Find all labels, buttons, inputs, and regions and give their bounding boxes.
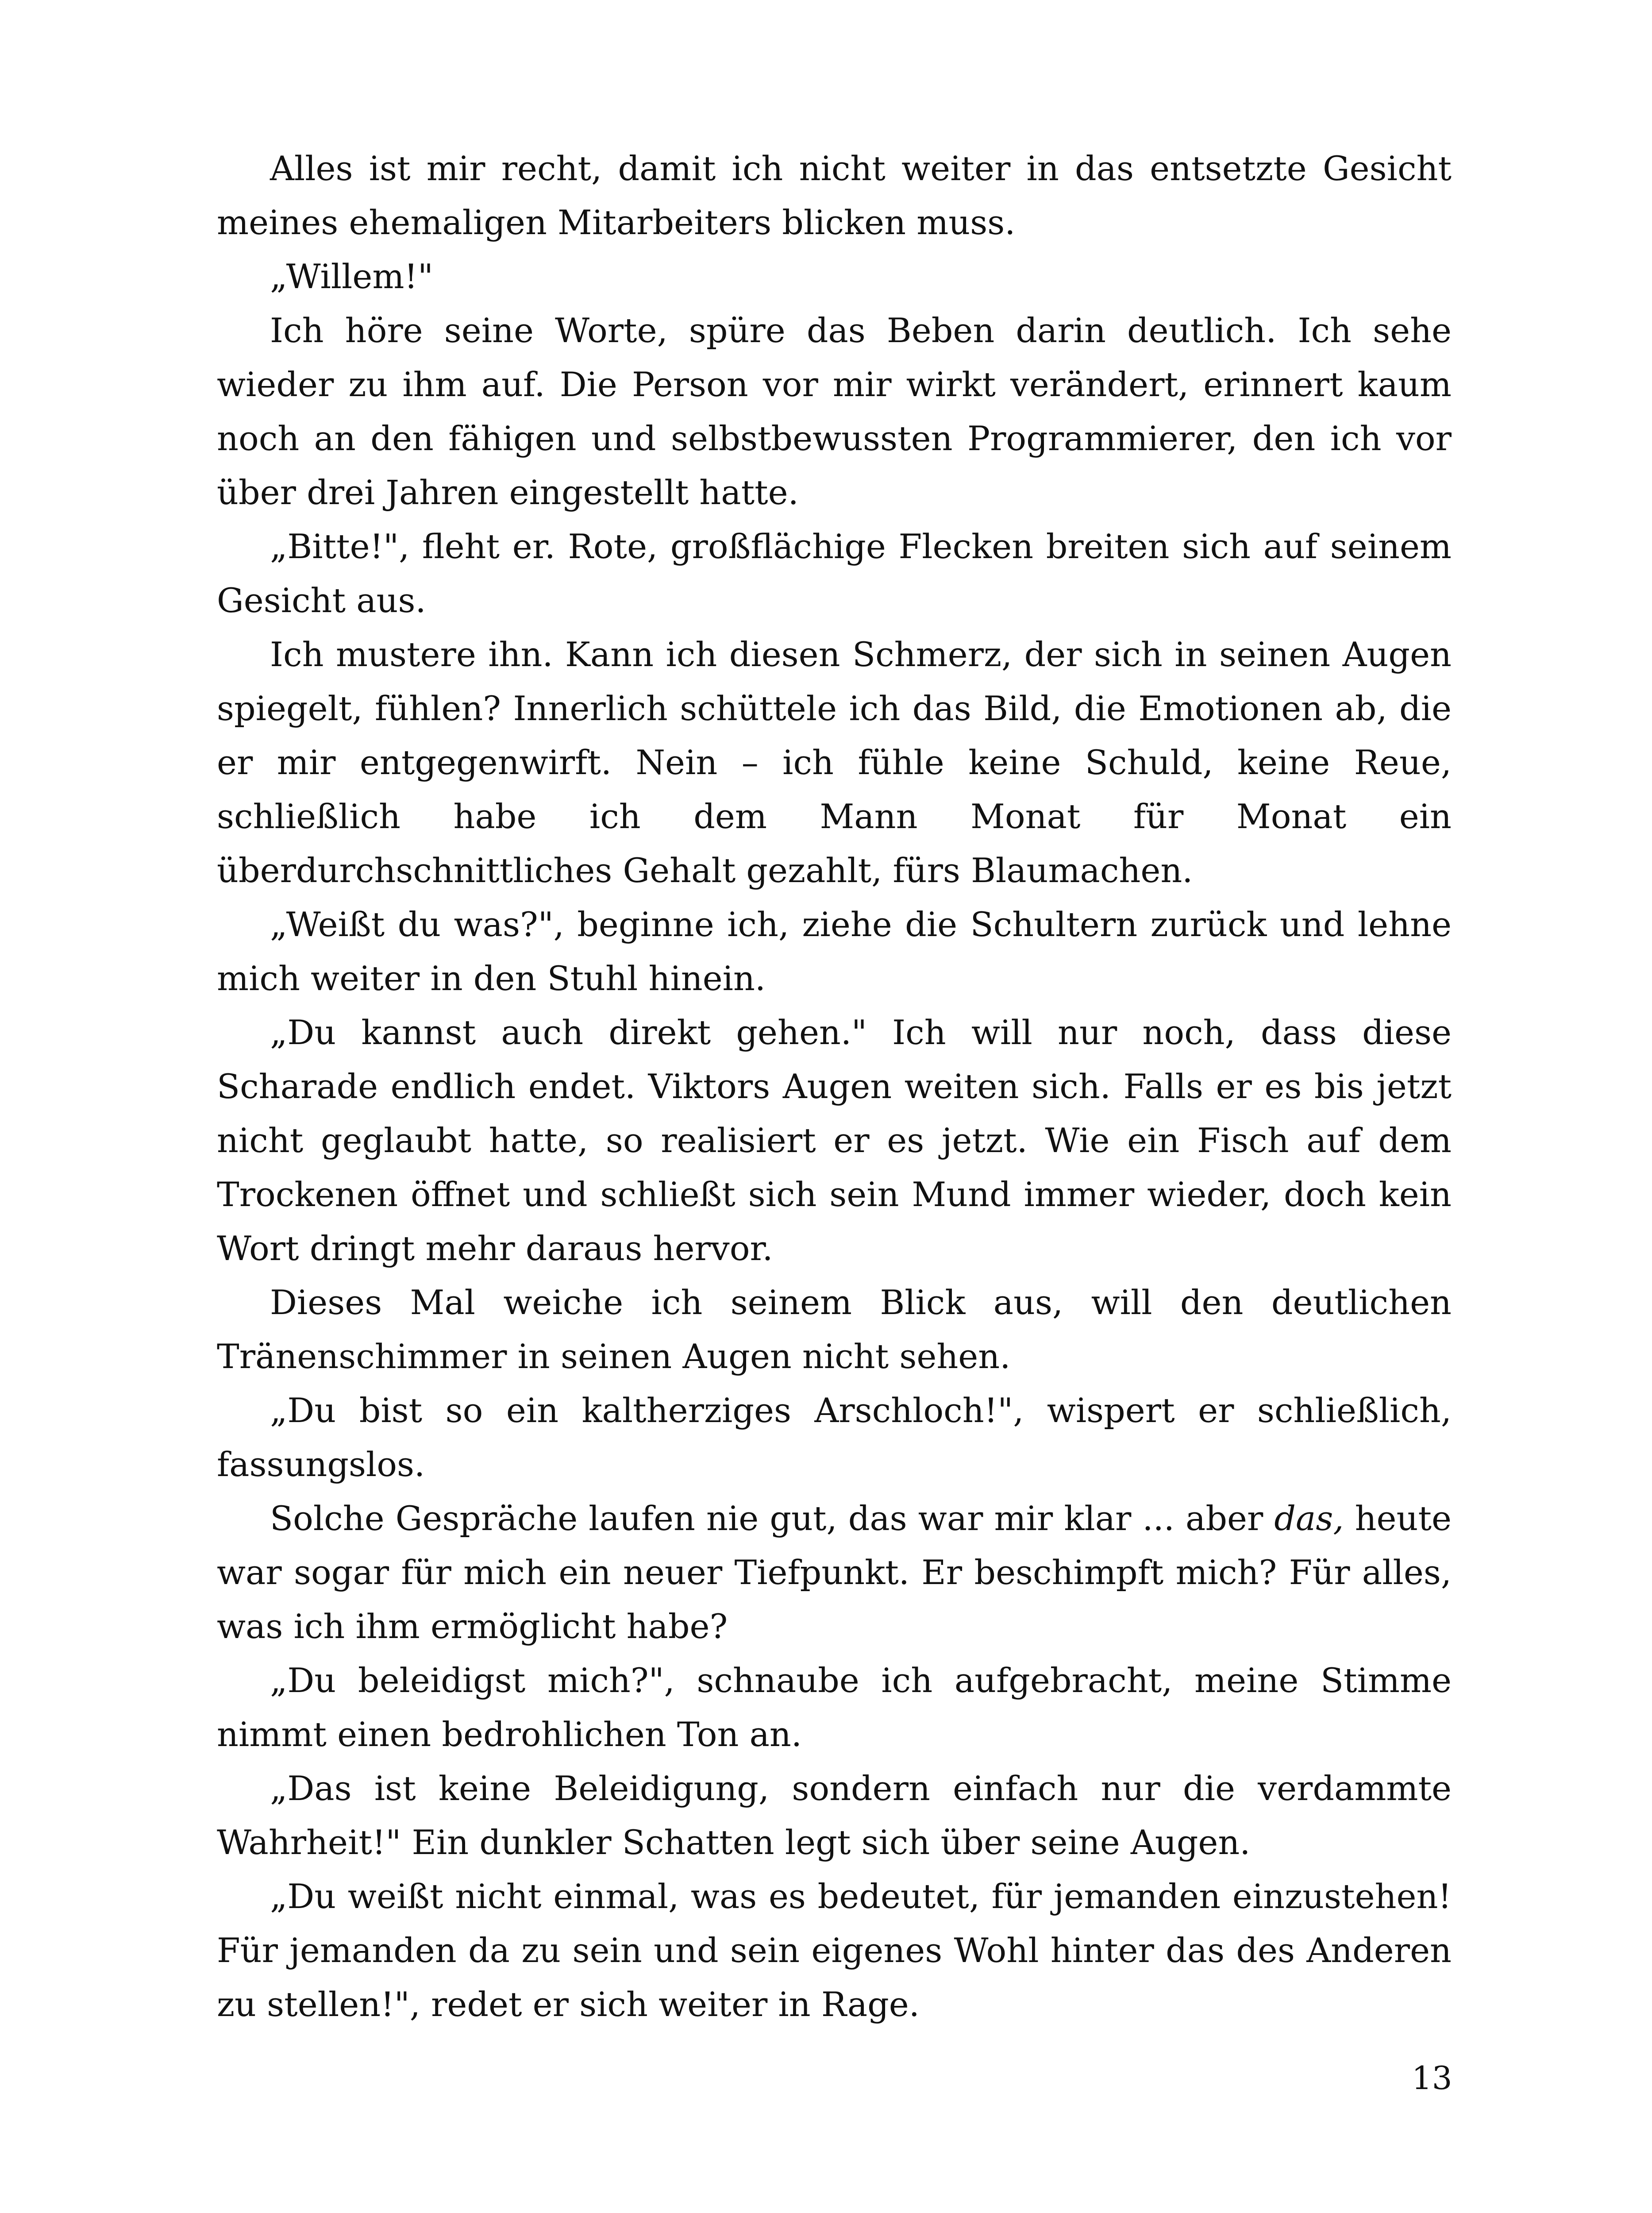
paragraph: Alles ist mir recht, damit ich nicht weiter in das entsetzte Gesicht meines ehemaligen Mitarbeiters blicken muss. — [217, 149, 1452, 242]
paragraph: Ich mustere ihn. Kann ich diesen Schmerz, der sich in seinen Augen spiegelt, fühlen? Innerlich schüttele ich das Bild, die Emotionen ab, die er mir entgegenwirft. Nein – ich fühle keine Schuld, keine Reue, schließlich habe ich dem Mann Monat für Monat ein überdurchschnittliches Gehalt gezahlt, fürs Blaumachen. — [217, 635, 1452, 890]
paragraph: Ich höre seine Worte, spüre das Beben darin deutlich. Ich sehe wieder zu ihm auf. Die Person vor mir wirkt verändert, erinnert kaum noch an den fähigen und selbstbewussten Programmierer, den ich vor über drei Jahren eingestellt hatte. — [217, 311, 1452, 512]
paragraph: „Bitte!", fleht er. Rote, großflächige Flecken breiten sich auf seinem Gesicht aus. — [217, 527, 1452, 620]
paragraph: „Das ist keine Beleidigung, sondern einfach nur die verdammte Wahrheit!" Ein dunkler Schatten legt sich über seine Augen. — [217, 1769, 1452, 1862]
emphasized-word: das, — [1274, 1499, 1344, 1538]
paragraph-text-before: Solche Gespräche laufen nie gut, das war mir klar ... aber — [270, 1499, 1275, 1538]
paragraph: „Du weißt nicht einmal, was es bedeutet, für jemanden einzustehen! Für jemanden da zu sein und sein eigenes Wohl hinter das des Anderen zu stellen!", redet er sich weiter in Rage. — [217, 1877, 1452, 2024]
paragraph: „Du beleidigst mich?", schnaube ich aufgebracht, meine Stimme nimmt einen bedrohlichen Ton an. — [217, 1661, 1452, 1754]
paragraph: „Weißt du was?", beginne ich, ziehe die Schultern zurück und lehne mich weiter in den Stuhl hinein. — [217, 905, 1452, 998]
paragraph: „Du kannst auch direkt gehen." Ich will nur noch, dass diese Scharade endlich endet. Viktors Augen weiten sich. Falls er es bis jetzt nicht geglaubt hatte, so realisiert er es jetzt. Wie ein Fisch auf dem Trockenen öffnet und schließt sich sein Mund immer wieder, doch kein Wort dringt mehr daraus hervor. — [217, 1013, 1452, 1268]
paragraph: „Willem!" — [270, 257, 433, 296]
page-number: 13 — [1412, 2059, 1452, 2097]
paragraph-text-after: heute war sogar für mich ein neuer Tiefpunkt. Er beschimpft mich? Für alles, was ich ihm ermöglicht habe? — [217, 1499, 1452, 1646]
paragraph: „Du bist so ein kaltherziges Arschloch!", wispert er schließlich, fassungslos. — [217, 1391, 1452, 1484]
paragraph-with-emphasis — [217, 1492, 1452, 1654]
body-text — [217, 142, 1452, 2032]
paragraph: Dieses Mal weiche ich seinem Blick aus, will den deutlichen Tränenschimmer in seinen Augen nicht sehen. — [217, 1283, 1452, 1376]
